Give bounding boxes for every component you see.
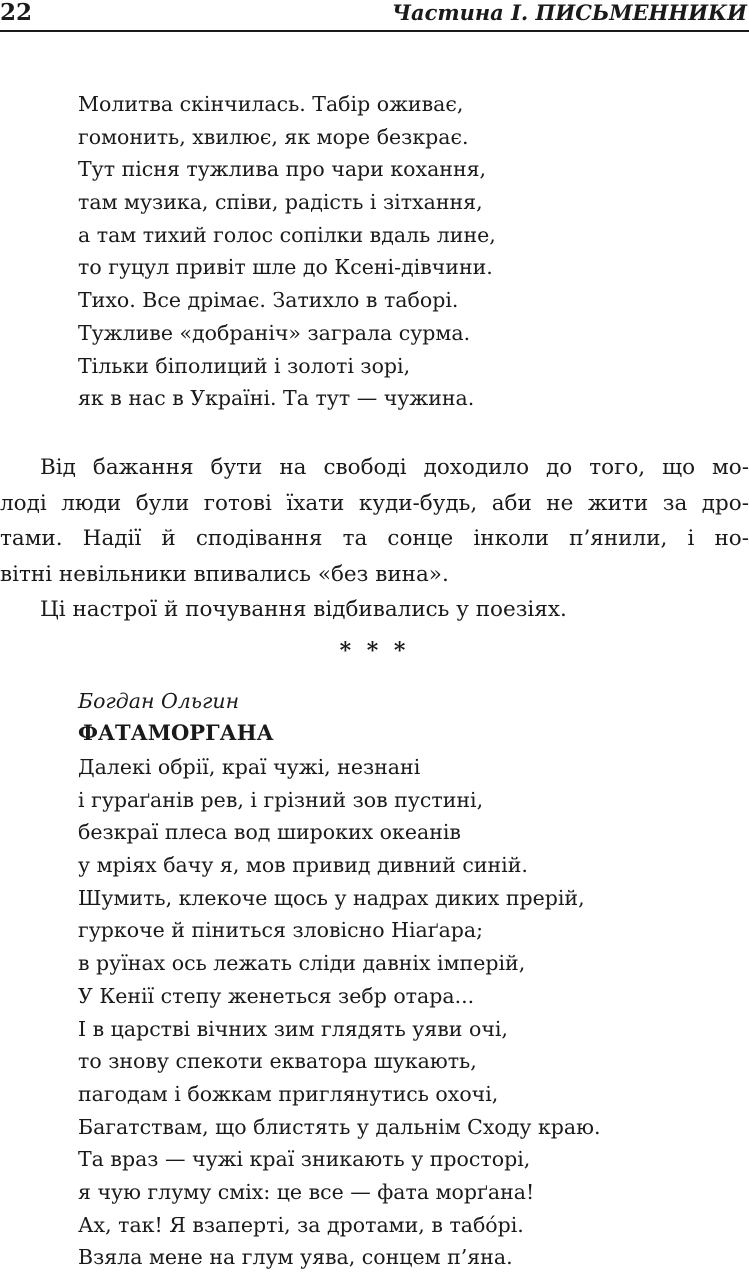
verse-line: Тужливе «добраніч» заграла сурма. [78, 320, 471, 345]
poem-line: Багатствам, що блистять у дальнім Сходу краю. [78, 1114, 601, 1139]
verse-quote [78, 88, 496, 415]
poem-line: Взяла мене на глум уява, сонцем п’яна. [78, 1245, 513, 1270]
poem-line: безкраї плеса вод широких океанів [78, 820, 461, 845]
poem-line: гуркоче й піниться зловісно Ніаґара; [78, 918, 484, 943]
verse-line: Молитва скінчилась. Табір оживає, [78, 92, 464, 116]
verse-line: Тут пісня тужлива про чари кохання, [78, 157, 487, 182]
prose-paragraphs [0, 450, 749, 628]
poem-body [78, 751, 600, 1274]
verse-line: там музика, співи, радість і зітхання, [78, 190, 483, 215]
verse-line: Тільки біполиций і золоті зорі, [78, 353, 411, 378]
running-title: Частина І. ПИСЬМЕННИКИ [391, 0, 747, 25]
page-header [0, 0, 749, 32]
verse-line: гомонить, хвилює, як море безкрає. [78, 124, 469, 149]
section-break: * * * [339, 638, 410, 664]
prose-line: Від бажання бути на свободі доходило до того, що мо- [40, 455, 749, 480]
poem-line: у мріях бачу я, мов привид дивний синій. [78, 853, 528, 878]
poem-line: Ах, так! Я взаперті, за дротами, в табóрі. [78, 1212, 524, 1237]
poem-line: в руїнах ось лежать сліди давніх імперій, [78, 951, 526, 976]
verse-line: то гуцул привіт шле до Ксені-дівчини. [78, 255, 493, 280]
prose-line: лоді люди були готові їхати куди-будь, аби не жити за дро- [0, 490, 749, 516]
poem-line: я чую глуму сміх: це все — фата морґана! [78, 1179, 535, 1204]
prose-line: вітні невільники впивались «без вина». [0, 561, 449, 587]
poem-line: то знову спекоти екватора шукають, [78, 1049, 477, 1074]
poem-line: І в царстві вічних зим глядять уяви очі, [78, 1016, 508, 1041]
poem-line: Та враз — чужі краї зникають у просторі, [78, 1147, 531, 1172]
poem-line: Шумить, клекоче щось у надрах диких прерій, [78, 885, 585, 910]
poem-line: пагодам і божкам приглянутись охочі, [78, 1081, 499, 1106]
verse-line: а там тихий голос сопілки вдаль лине, [78, 222, 496, 247]
poem-title: ФАТАМОРГАНА [78, 720, 274, 745]
poem-author: Богдан Ольгин [78, 689, 240, 713]
prose-line: Ці настрої й почування відбивались у поезіях. [40, 597, 567, 622]
verse-line: як в нас в Україні. Та тут — чужина. [78, 386, 475, 411]
poem-line: Далекі обрії, краї чужі, незнані [78, 755, 421, 779]
poem-line: і гураґанів рев, і грізний зов пустині, [78, 787, 484, 812]
page-number: 22 [0, 0, 33, 26]
prose-line: тами. Надії й сподівання та сонце інколи п’янили, і но- [0, 526, 749, 551]
verse-line: Тихо. Все дрімає. Затихло в таборі. [78, 288, 459, 313]
poem-line: У Кенії степу женеться зебр отара... [78, 983, 475, 1008]
